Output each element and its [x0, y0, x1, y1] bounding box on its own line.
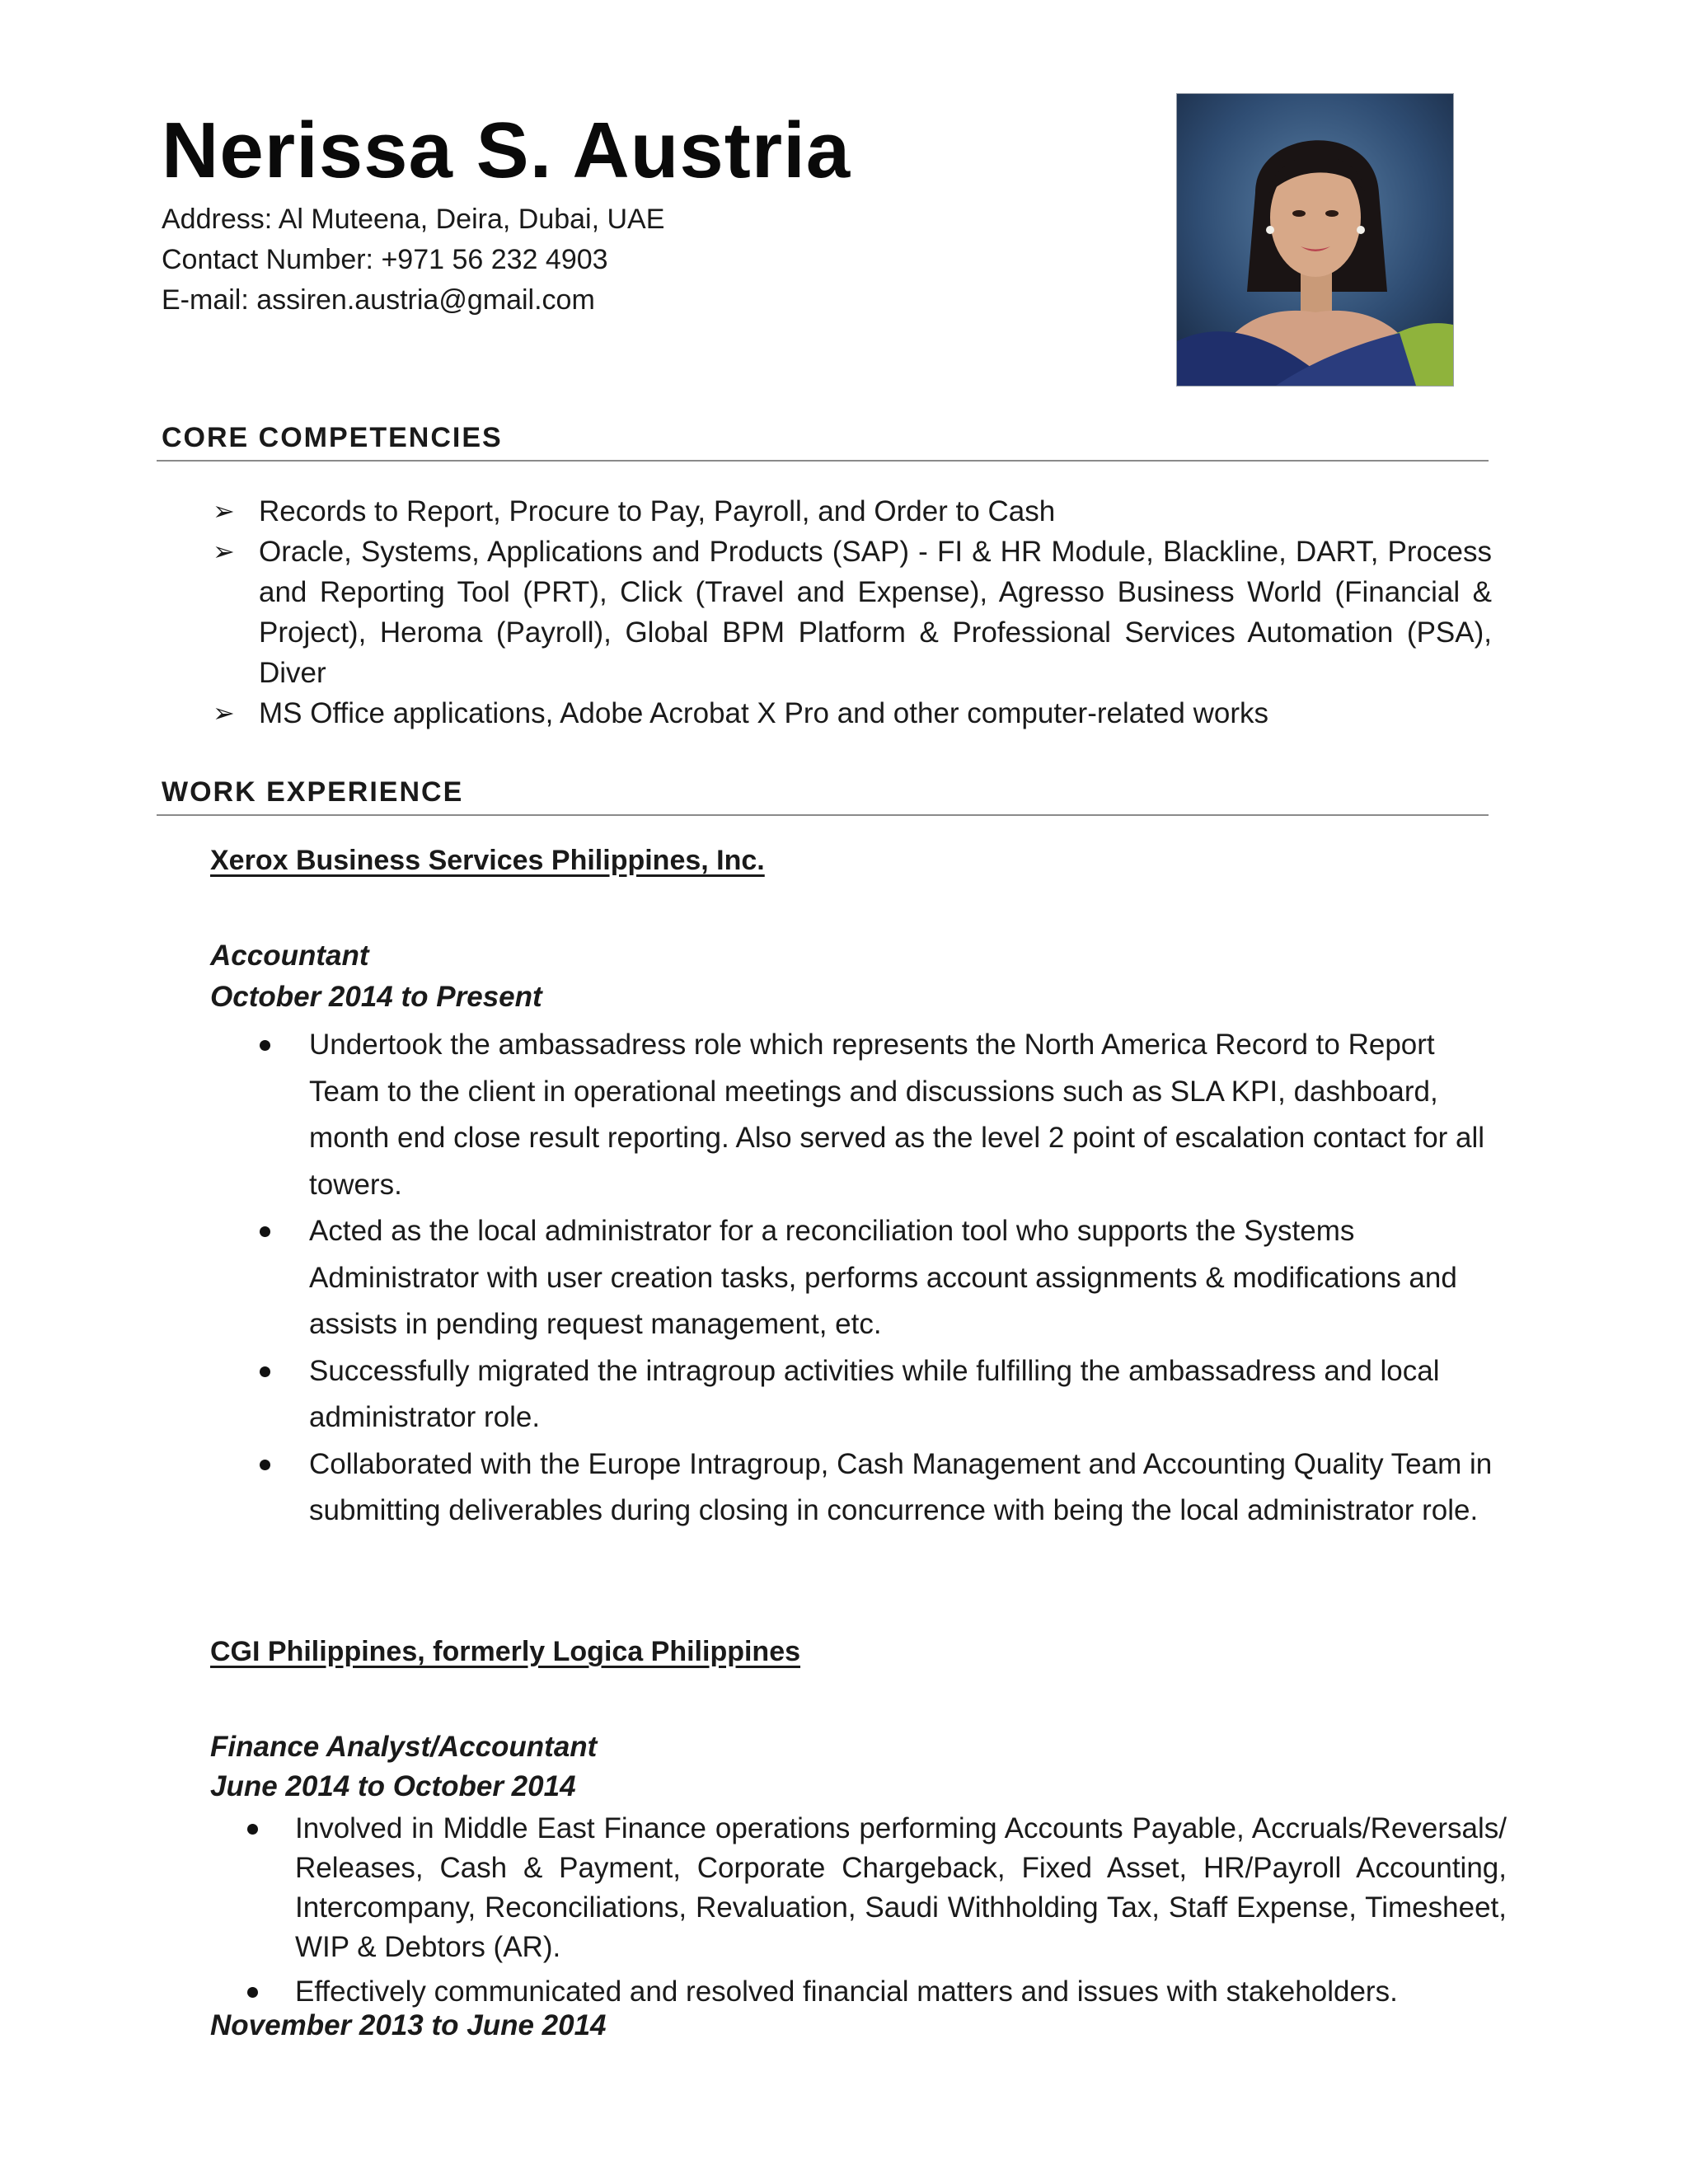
core-competencies-heading: CORE COMPETENCIES [162, 422, 503, 453]
arrow-bullet-icon: ➢ [213, 698, 235, 728]
company-name: Xerox Business Services Philippines, Inc. [210, 845, 765, 876]
phone-line: Contact Number: +971 56 232 4903 [162, 244, 608, 275]
job-period: June 2014 to October 2014 [210, 1770, 576, 1802]
company-name: CGI Philippines, formerly Logica Philippines [210, 1636, 801, 1667]
job-role: Finance Analyst/Accountant [210, 1731, 598, 1763]
contact-block [162, 199, 664, 321]
bullet-icon [260, 1366, 270, 1377]
bullet-icon [247, 1987, 258, 1998]
list-item: Collaborated with the Europe Intragroup, Cash Management and Accounting Quality Team in submitting deliverables during closing in concurrence with being the local administrator role. [309, 1441, 1504, 1535]
arrow-bullet-icon: ➢ [213, 496, 235, 526]
bullet-icon [260, 1226, 270, 1237]
profile-photo [1176, 93, 1454, 387]
address-line: Address: Al Muteena, Deira, Dubai, UAE [162, 204, 665, 235]
job-duties-list [295, 1809, 1507, 2012]
list-item: ➢ Oracle, Systems, Applications and Products (SAP) - FI & HR Module, Blackline, DART, Process and Reporting Tool (PRT), Click (Travel and Expense), Agresso Business World (Financial & Project), Heroma (Payroll), Global BPM Platform & Professional Services Automation (PSA), Diver [213, 532, 1492, 693]
section-divider [157, 460, 1489, 462]
job-period: November 2013 to June 2014 [210, 2009, 607, 2041]
arrow-bullet-icon: ➢ [213, 537, 235, 566]
bullet-icon [247, 1824, 258, 1835]
list-item: Successfully migrated the intragroup activities while fulfilling the ambassadress and local administrator role. [309, 1348, 1504, 1441]
job-duties-list [309, 1022, 1504, 1535]
candidate-name: Nerissa S. Austria [162, 106, 851, 194]
job-role: Accountant [210, 940, 369, 972]
email-line: E-mail: assiren.austria@gmail.com [162, 284, 595, 316]
bullet-icon [260, 1040, 270, 1051]
work-experience-heading: WORK EXPERIENCE [162, 776, 464, 808]
list-item: Involved in Middle East Finance operations performing Accounts Payable, Accruals/Reversals/ Releases, Cash & Payment, Corporate Chargeback, Fixed Asset, HR/Payroll Accounting, Intercompany, Reconciliations, Revaluation, Saudi Withholding Tax, Staff Expense, Timesheet, WIP & Debtors (AR). [295, 1809, 1507, 1967]
competencies-list [213, 491, 1492, 733]
list-item: ➢ MS Office applications, Adobe Acrobat X Pro and other computer-related works [213, 693, 1492, 733]
portrait-image [1177, 94, 1453, 386]
list-item: ➢ Records to Report, Procure to Pay, Payroll, and Order to Cash [213, 491, 1492, 532]
section-divider [157, 814, 1489, 816]
list-item: Effectively communicated and resolved financial matters and issues with stakeholders. [295, 1972, 1507, 2012]
list-item: Undertook the ambassadress role which represents the North America Record to Report Team to the client in operational meetings and discussions such as SLA KPI, dashboard, month end close result reporting. Also served as the level 2 point of escalation contact for all towers. [309, 1022, 1504, 1208]
list-item: Acted as the local administrator for a reconciliation tool who supports the Systems Administrator with user creation tasks, performs account assignments & modifications and assists in pending request management, etc. [309, 1208, 1504, 1348]
job-period: October 2014 to Present [210, 981, 542, 1013]
bullet-icon [260, 1460, 270, 1470]
